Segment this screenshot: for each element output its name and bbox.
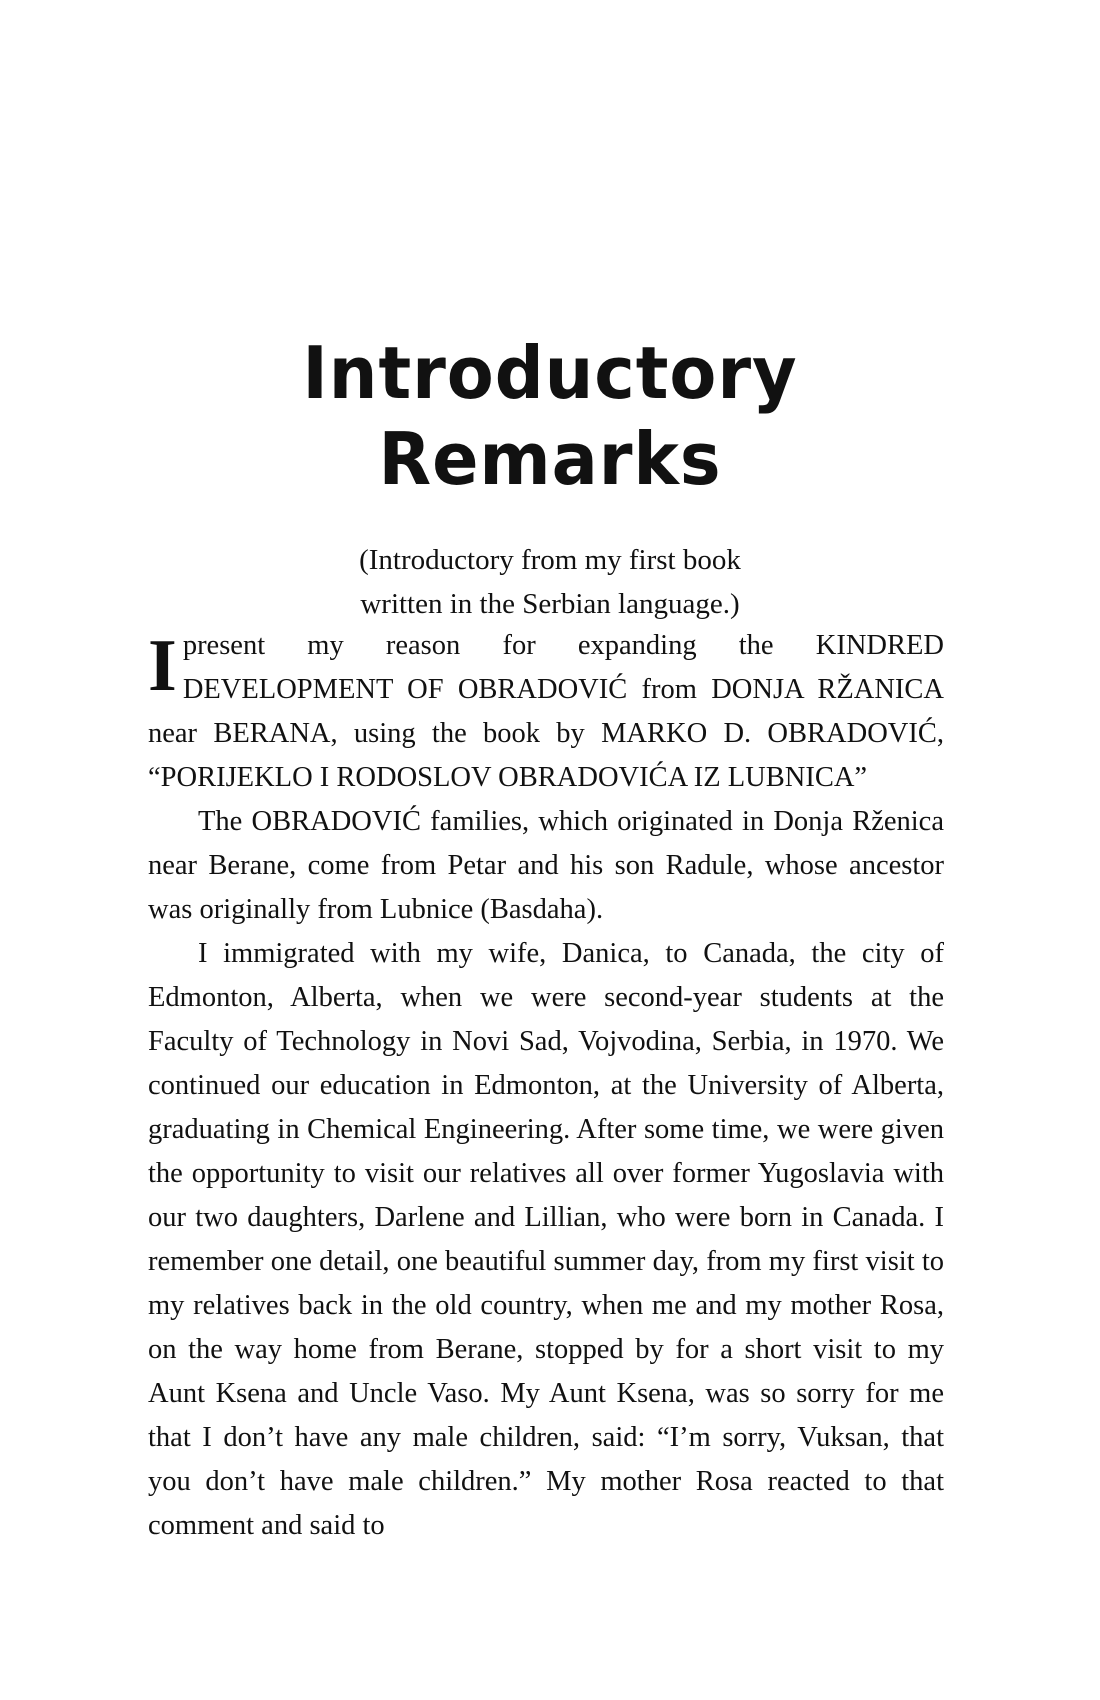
paragraph-2: The OBRADOVIĆ families, which originated in Donja Rženica near Berane, come from Petar and his son Radule, whose ancestor was originally from Lubnice (Basdaha). bbox=[148, 806, 944, 925]
page-title-line-1: Introductory bbox=[302, 331, 798, 415]
drop-cap: I bbox=[148, 625, 177, 707]
paragraph-1-text: present my reason for expanding the KINDRED DEVELOPMENT OF OBRADOVIĆ from DONJA RŽANICA near BERANA, using the book by MARKO D. OBRADOVIĆ, “PORIJEKLO I RODOSLOV OBRADOVIĆA IZ LUBNICA” bbox=[148, 630, 944, 793]
paragraph-3: I immigrated with my wife, Danica, to Canada, the city of Edmonton, Alberta, when we were second-year students at the Faculty of Technology in Novi Sad, Vojvodina, Serbia, in 1970. We continued our education in Edmonton, at the University of Alberta, graduating in Chemical Engineering. After some time, we were given the opportunity to visit our relatives all over former Yugoslavia with our two daughters, Darlene and Lillian, who were born in Canada. I remember one detail, one beautiful summer day, from my first visit to my relatives back in the old country, when me and my mother Rosa, on the way home from Berane, stopped by for a short visit to my Aunt Ksena and Uncle Vaso. My Aunt Ksena, was so sorry for me that I don’t have any male children, said: “I’m sorry, Vuksan, that you don’t have male children.” My mother Rosa reacted to that comment and said to bbox=[148, 938, 944, 1541]
page-title bbox=[28, 330, 1073, 502]
subtitle-line-1: (Introductory from my first book bbox=[359, 544, 741, 576]
subtitle-line-2: written in the Serbian language.) bbox=[360, 588, 740, 620]
body-text bbox=[148, 624, 944, 1548]
page-title-line-2: Remarks bbox=[378, 417, 722, 501]
subtitle bbox=[0, 538, 1100, 626]
paragraph-1 bbox=[148, 624, 944, 800]
